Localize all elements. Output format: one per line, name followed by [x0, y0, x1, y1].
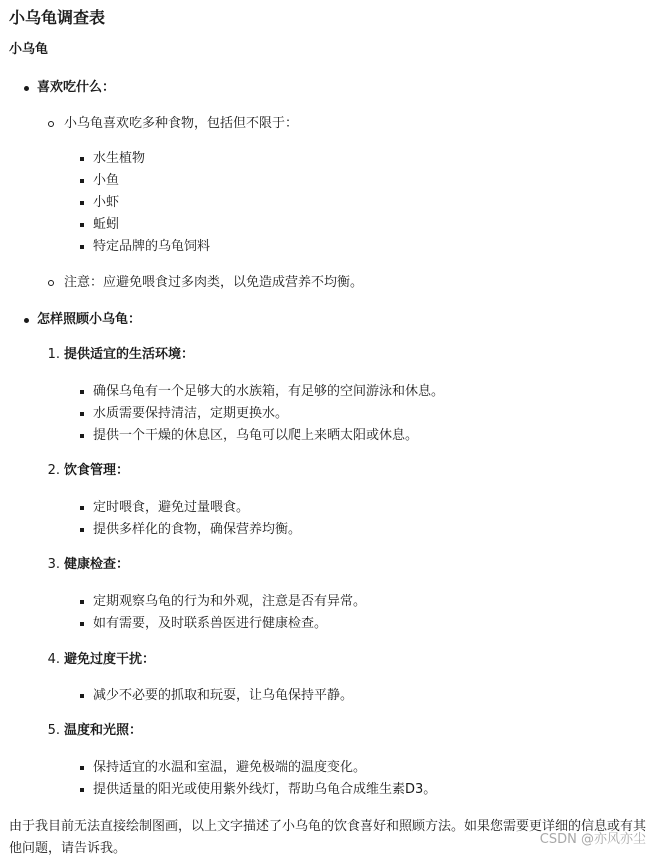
- step-number: 5.: [47, 723, 60, 738]
- step-item: 保持适宜的水温和室温，避免极端的温度变化。: [93, 760, 367, 775]
- section-food-note: 注意：应避免喂食过多肉类，以免造成营养不均衡。: [64, 275, 364, 290]
- bullet-square: [80, 528, 84, 532]
- step-item: 水质需要保持清洁，定期更换水。: [93, 406, 289, 421]
- step-number: 2.: [47, 463, 60, 478]
- csdn-watermark: CSDN @亦风亦尘: [539, 832, 646, 847]
- bullet-disc: [24, 86, 29, 91]
- food-item: 水生植物: [93, 151, 146, 166]
- section-food-intro: 小乌龟喜欢吃多种食物，包括但不限于：: [64, 116, 299, 131]
- step-heading: 健康检查：: [64, 557, 130, 572]
- step-item: 定期观察乌龟的行为和外观，注意是否有异常。: [93, 594, 367, 609]
- section-food-heading: 喜欢吃什么：: [37, 80, 116, 95]
- bullet-square: [80, 622, 84, 626]
- bullet-square: [80, 412, 84, 416]
- step-number: 3.: [47, 557, 60, 572]
- step-heading: 饮食管理：: [64, 463, 130, 478]
- step-number: 4.: [47, 652, 60, 667]
- step-item: 定时喂食，避免过量喂食。: [93, 500, 250, 515]
- bullet-square: [80, 179, 84, 183]
- bullet-square: [80, 434, 84, 438]
- step-heading: 温度和光照：: [64, 723, 143, 738]
- step-heading: 提供适宜的生活环境：: [64, 347, 195, 362]
- bullet-square: [80, 390, 84, 394]
- bullet-disc: [24, 318, 29, 323]
- food-item: 蚯蚓: [93, 217, 120, 232]
- step-item: 减少不必要的抓取和玩耍，让乌龟保持平静。: [93, 688, 354, 703]
- page-subtitle: 小乌龟: [9, 42, 49, 57]
- step-item: 提供多样化的食物，确保营养均衡。: [93, 522, 302, 537]
- page-title: 小乌龟调查表: [9, 8, 106, 27]
- step-item: 提供一个干燥的休息区，乌龟可以爬上来晒太阳或休息。: [93, 428, 419, 443]
- bullet-square: [80, 223, 84, 227]
- food-item: 小鱼: [93, 173, 120, 188]
- bullet-square: [80, 201, 84, 205]
- bullet-square: [80, 506, 84, 510]
- food-item: 小虾: [93, 195, 120, 210]
- step-item: 如有需要，及时联系兽医进行健康检查。: [93, 616, 328, 631]
- section-care-heading: 怎样照顾小乌龟：: [37, 312, 142, 327]
- footer-paragraph: 由于我目前无法直接绘制图画，以上文字描述了小乌龟的饮食喜好和照顾方法。如果您需要更详细的信息或有其他问题，请告诉我。: [9, 819, 647, 856]
- bullet-square: [80, 766, 84, 770]
- step-item: 提供适量的阳光或使用紫外线灯，帮助乌龟合成维生素D3。: [93, 782, 437, 797]
- food-item: 特定品牌的乌龟饲料: [93, 239, 211, 254]
- step-number: 1.: [47, 347, 60, 362]
- bullet-circle: [48, 121, 54, 127]
- step-heading: 避免过度干扰：: [64, 652, 156, 667]
- step-item: 确保乌龟有一个足够大的水族箱，有足够的空间游泳和休息。: [93, 384, 445, 399]
- bullet-square: [80, 157, 84, 161]
- bullet-square: [80, 600, 84, 604]
- bullet-square: [80, 694, 84, 698]
- bullet-circle: [48, 280, 54, 286]
- bullet-square: [80, 788, 84, 792]
- bullet-square: [80, 245, 84, 249]
